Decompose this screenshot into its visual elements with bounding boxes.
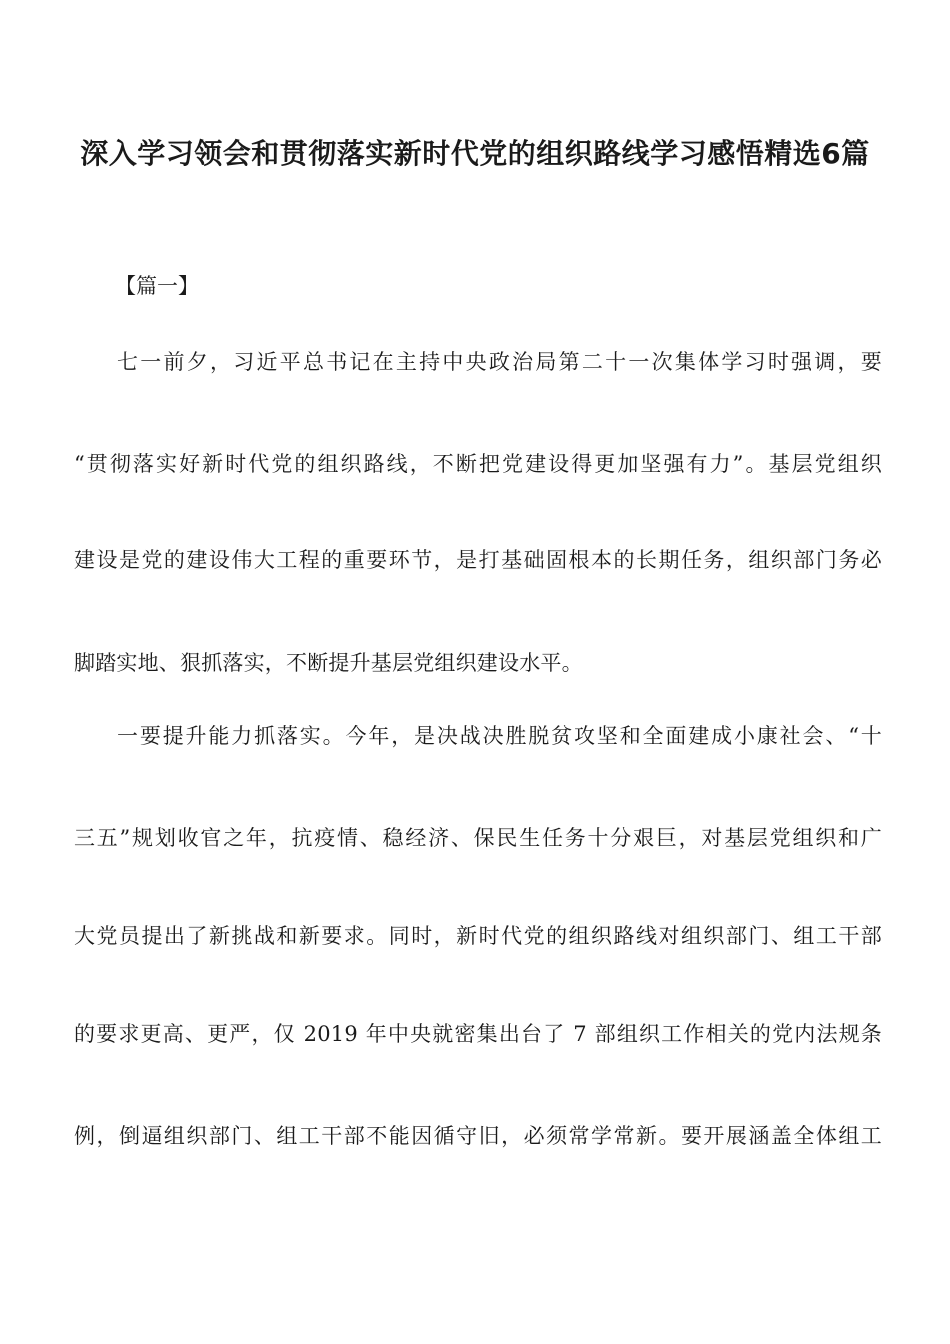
paragraph-line: 七一前夕，习近平总书记在主持中央政治局第二十一次集体学习时强调，要 <box>117 350 882 374</box>
document-title: 深入学习领会和贯彻落实新时代党的组织路线学习感悟精选6篇 <box>80 137 870 170</box>
paragraph-line: 脚踏实地、狠抓落实，不断提升基层党组织建设水平。 <box>74 651 583 675</box>
paragraph-line: 例，倒逼组织部门、组工干部不能因循守旧，必须常学常新。要开展涵盖全体组工 <box>74 1124 882 1148</box>
paragraph-line: 建设是党的建设伟大工程的重要环节，是打基础固根本的长期任务，组织部门务必 <box>74 548 882 572</box>
paragraph-line: “贯彻落实好新时代党的组织路线，不断把党建设得更加坚强有力”。基层党组织 <box>74 452 882 476</box>
paragraph-line: 一要提升能力抓落实。今年，是决战决胜脱贫攻坚和全面建成小康社会、“十 <box>117 724 882 748</box>
paragraph-line: 三五”规划收官之年，抗疫情、稳经济、保民生任务十分艰巨，对基层党组织和广 <box>74 826 882 850</box>
section-label: 【篇一】 <box>115 274 199 298</box>
paragraph-line: 的要求更高、更严，仅 2019 年中央就密集出台了 7 部组织工作相关的党内法规条 <box>74 1022 882 1046</box>
paragraph-line: 大党员提出了新挑战和新要求。同时，新时代党的组织路线对组织部门、组工干部 <box>74 924 882 948</box>
